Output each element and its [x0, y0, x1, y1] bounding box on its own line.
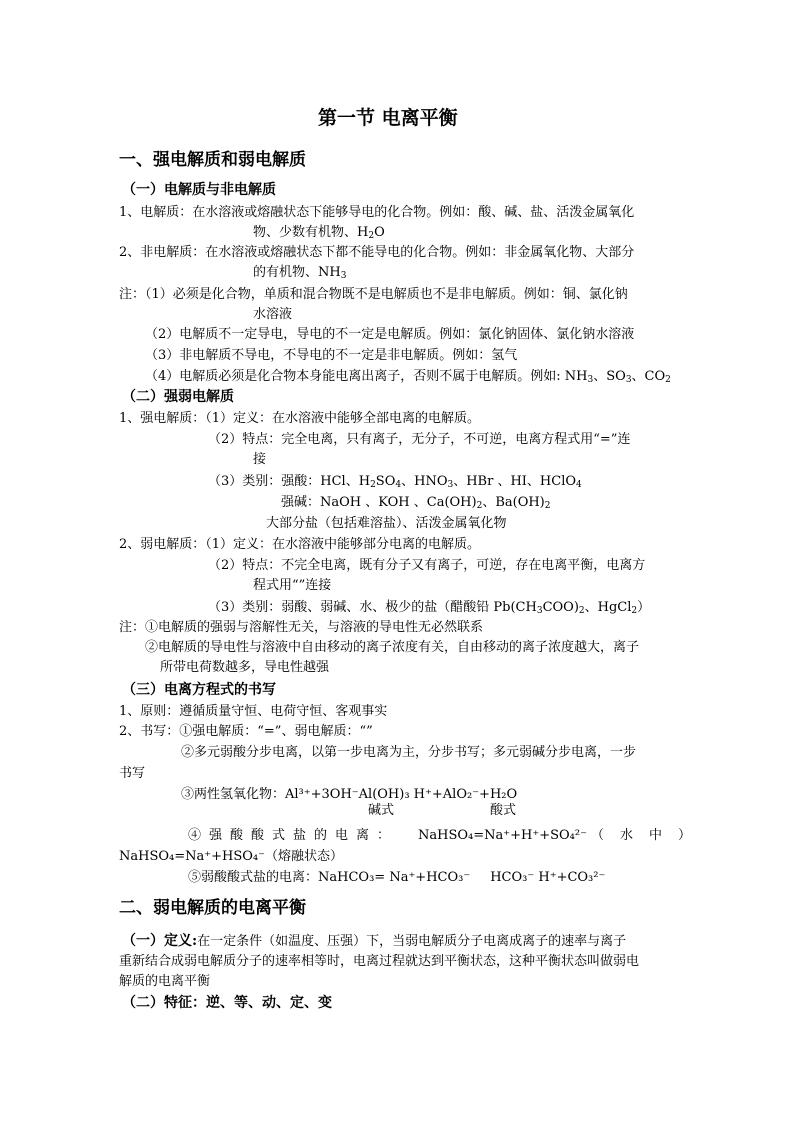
- note-4: （4）电解质必须是化合物本身能电离出离子，否则不属于电解质。例如: $NH_3$、$SO_3$、$CO_2$: [145, 369, 671, 385]
- acid-form-label: 酸式: [490, 803, 517, 818]
- strong-electrolyte-definition: 1、强电解质：（1）定义：在水溶液中能够全部电离的电解质。: [119, 411, 481, 426]
- remark-1: 注：①电解质的强弱与溶解性无关，与溶液的导电性无必然联系: [119, 620, 484, 635]
- strong-electrolyte-feature-cont: 接: [253, 452, 267, 467]
- writing-rule-2: ②多元弱酸分步电离，以第一步电离为主，分步书写；多元弱碱分步电离，一步: [181, 745, 637, 760]
- note-3: （3）非电解质不导电，不导电的不一定是非电解质。例如：氢气: [145, 348, 518, 363]
- strong-acid-salt-ionization: ④强酸酸式盐的电离：: [188, 828, 399, 843]
- weak-acid-salt-equation-2: HCO₃⁻ H⁺+CO₃²⁻: [490, 870, 606, 885]
- note-1: 注：（1）必须是化合物，单质和混合物既不是电解质也不是非电解质。例如：铜、氯化钠: [119, 287, 628, 302]
- equilibrium-definition-end: 解质的电离平衡: [119, 974, 211, 989]
- paragraph-electrolyte-cont: 物、少数有机物、$H_2O$: [253, 225, 385, 241]
- paragraph-nonelectrolyte-cont: 的有机物、$NH_3$: [253, 265, 347, 281]
- weak-electrolyte-definition: 2、弱电解质：（1）定义：在水溶液中能够部分电离的电解质。: [119, 537, 481, 552]
- paragraph-nonelectrolyte: 2、非电解质：在水溶液或熔融状态下都不能导电的化合物。例如：非金属氧化物、大部分: [119, 245, 635, 260]
- paragraph-electrolyte: 1、电解质：在水溶液或熔融状态下能够导电的化合物。例如：酸、碱、盐、活泼金属氧化: [119, 205, 635, 220]
- section-2-heading: 二、弱电解质的电离平衡: [119, 898, 306, 918]
- weak-electrolyte-types: （3）类别：弱酸、弱碱、水、极少的盐（醋酸铅 $Pb(CH_3COO)_2$、HgCl$_2$）: [208, 600, 651, 616]
- weak-acid-salt-equation-1: NaHCO₃= Na⁺+HCO₃⁻: [318, 870, 471, 885]
- subsection-2-heading: （二）强弱电解质: [122, 389, 234, 405]
- writing-rule-1: 2、书写：①强电解质：“=”、弱电解质：“”: [119, 724, 373, 739]
- amphoteric-hydroxide: ③两性氢氧化物：Al³⁺+3OH⁻Al(OH)₃ H⁺+AlO₂⁻+H₂O: [181, 787, 518, 802]
- strong-electrolyte-feature: （2）特点：完全电离，只有离子，无分子，不可逆，电离方程式用“=”连: [208, 432, 631, 447]
- amphoteric-equation: Al³⁺+3OH⁻Al(OH)₃ H⁺+AlO₂⁻+H₂O: [285, 787, 518, 802]
- remark-2-cont: 所带电荷数越多，导电性越强: [160, 660, 330, 675]
- page-title: 第一节 电离平衡: [318, 107, 458, 129]
- note-1-cont: 水溶液: [253, 307, 293, 322]
- remark-2: ②电解质的导电性与溶液中自由移动的离子浓度有关，自由移动的离子浓度越大，离子: [145, 640, 640, 655]
- strong-acid-salt-equation: NaHSO₄=Na⁺+H⁺+SO₄²⁻: [418, 828, 587, 843]
- strong-salts: 大部分盐（包括难溶盐）、活泼金属氧化物: [266, 516, 507, 531]
- section-1-heading: 一、强电解质和弱电解质: [119, 150, 306, 170]
- weak-electrolyte-feature: （2）特点：不完全电离，既有分子又有离子，可逆，存在电离平衡，电离方: [208, 558, 646, 573]
- subsection-3-heading: （三）电离方程式的书写: [122, 682, 276, 698]
- writing-principle: 1、原则：遵循质量守恒、电荷守恒、客观事实: [119, 704, 388, 719]
- subsection-1-heading: （一）电解质与非电解质: [122, 182, 276, 198]
- molten-state-equation: NaHSO₄=Na⁺+HSO₄⁻（熔融状态）: [119, 849, 343, 864]
- in-water-label: （水中）: [591, 828, 708, 843]
- writing-rule-2-cont: 书写: [119, 766, 146, 781]
- equilibrium-definition-cont: 重新结合成弱电解质分子的速率相等时，电离过程就达到平衡状态，这种平衡状态叫做弱电: [119, 954, 640, 969]
- equilibrium-features-heading: （二）特征：逆、等、动、定、变: [122, 995, 332, 1011]
- strong-acids: （3）类别：强酸：HCl、$H_2SO_4$、$HNO_3$、HBr 、HI、HClO$_4$: [208, 474, 582, 490]
- base-form-label: 碱式: [368, 803, 395, 818]
- strong-bases: 强碱：NaOH 、KOH 、$Ca(OH)_2$、$Ba(OH)_2$: [281, 495, 551, 511]
- note-2: （2）电解质不一定导电，导电的不一定是电解质。例如：氯化钠固体、氯化钠水溶液: [145, 327, 635, 342]
- weak-acid-salt-ionization: ⑤弱酸酸式盐的电离：NaHCO₃= Na⁺+HCO₃⁻ HCO₃⁻ H⁺+CO₃²⁻: [188, 870, 606, 885]
- equilibrium-definition: （一）定义:在一定条件（如温度、压强）下，当弱电解质分子电离成离子的速率与离子: [122, 933, 627, 949]
- weak-electrolyte-feature-cont: 程式用“”连接: [253, 578, 332, 593]
